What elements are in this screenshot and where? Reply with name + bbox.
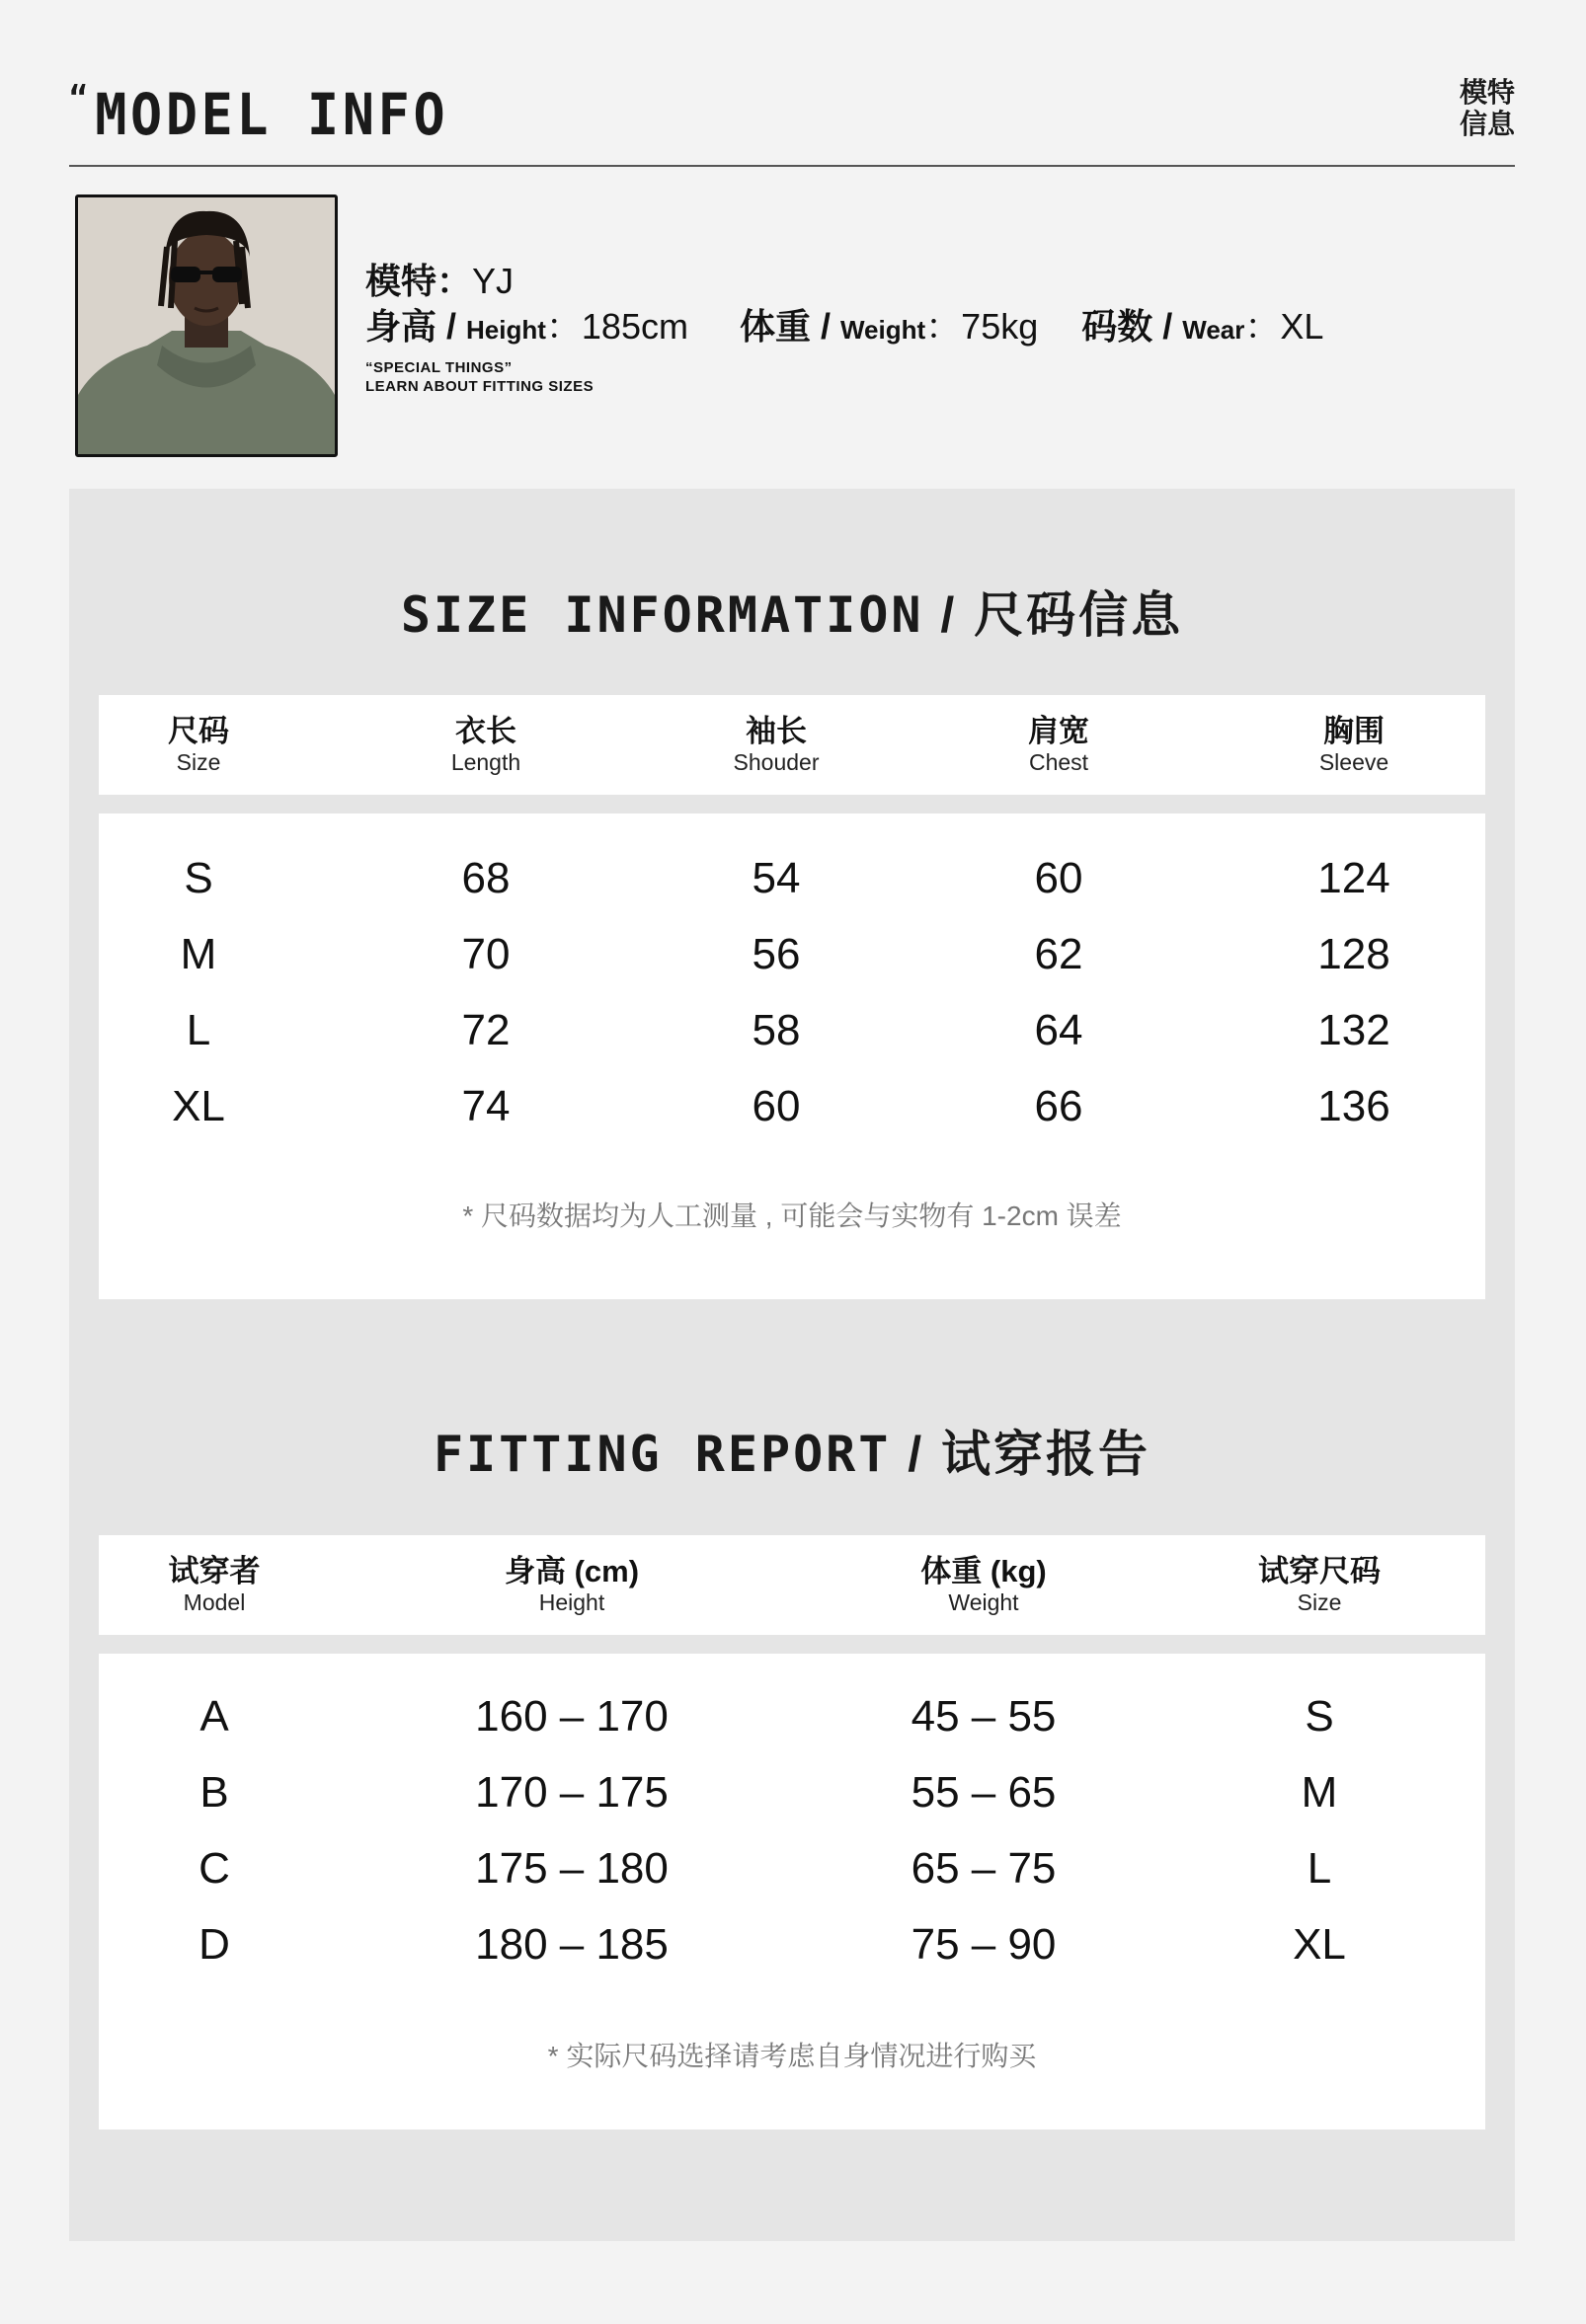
header-divider [69, 165, 1515, 167]
table-row [99, 1678, 1485, 1754]
fitting-header-height-en: Height [538, 1588, 605, 1615]
model-name-line [365, 254, 1323, 299]
size-panel [69, 489, 1515, 2241]
special-things-line1: “SPECIAL THINGS” [365, 359, 513, 376]
size-table-body [99, 813, 1485, 1299]
size-header-length-en: Length [450, 748, 521, 775]
size-header-shoulder [674, 715, 879, 776]
height-value: ：185cm [545, 306, 688, 347]
quote-mark: “ [69, 79, 92, 118]
size-header-shoulder-en: Shouder [733, 748, 820, 775]
shoulder-cell: 58 [752, 1005, 801, 1054]
size-cell: M [180, 929, 217, 978]
size-header-size-en: Size [176, 748, 221, 775]
model-name-label: 模特： [365, 261, 473, 301]
size-info-title-en: SIZE INFORMATION [400, 586, 924, 644]
length-cell: 70 [461, 929, 511, 978]
length-cell: 72 [461, 1005, 511, 1054]
weight-cell: 65 – 75 [911, 1843, 1057, 1893]
size-info-title-sep: / [923, 587, 975, 643]
height-cell: 175 – 180 [475, 1843, 669, 1893]
fitting-header-model-cn: 试穿者 [168, 1553, 261, 1588]
fitting-header-weight-cn: 体重 (kg) [920, 1553, 1047, 1588]
weight-label-en: Weight [839, 315, 926, 345]
sleeve-cell: 124 [1317, 853, 1390, 902]
size-cell: S [184, 853, 213, 902]
size-header-shoulder-cn: 袖长 [746, 713, 807, 748]
size-cell: S [1305, 1691, 1334, 1741]
table-row [99, 992, 1485, 1068]
sleeve-cell: 132 [1317, 1005, 1390, 1054]
weight-cell: 55 – 65 [911, 1767, 1057, 1817]
size-cell: XL [1293, 1919, 1346, 1969]
size-header-size-cn: 尺码 [168, 713, 229, 748]
model-name-value: YJ [472, 261, 515, 301]
size-cell: XL [172, 1081, 225, 1130]
size-header-size [99, 715, 298, 776]
special-things-line2: LEARN ABOUT FITTING SIZES [365, 378, 595, 395]
height-cell: 180 – 185 [475, 1919, 669, 1969]
fitting-report-title-en: FITTING REPORT [433, 1426, 892, 1483]
height-label-en: Height [466, 315, 546, 345]
table-row [99, 1068, 1485, 1144]
model-cell: A [199, 1691, 229, 1741]
wear-label-en: Wear [1182, 315, 1245, 345]
weight-cell: 75 – 90 [911, 1919, 1057, 1969]
model-cell: C [198, 1843, 230, 1893]
table-row [99, 1830, 1485, 1906]
fitting-header-model-en: Model [183, 1588, 246, 1615]
shoulder-cell: 54 [752, 853, 801, 902]
size-header-sleeve-cn: 胸围 [1323, 713, 1385, 748]
fitting-table-header [99, 1535, 1485, 1635]
fitting-header-size [1153, 1555, 1485, 1616]
model-cell: B [199, 1767, 229, 1817]
model-photo [75, 194, 338, 457]
fitting-header-height-cn: 身高 (cm) [504, 1553, 640, 1588]
wear-label-cn: 码数 / [1081, 306, 1183, 347]
size-header-length [298, 715, 674, 776]
fitting-note: * 实际尺码选择请考虑自身情况进行购买 [547, 2041, 1037, 2071]
fitting-table-body [99, 1654, 1485, 2130]
fitting-header-height [330, 1555, 814, 1616]
shoulder-cell: 60 [752, 1081, 801, 1130]
fitting-header-model [99, 1555, 330, 1616]
size-cell: M [1301, 1767, 1338, 1817]
model-measurements-line [365, 299, 1323, 347]
table-row [99, 1906, 1485, 1982]
fitting-report-title-cn: 试穿报告 [941, 1427, 1151, 1482]
page-title-text: MODEL INFO [95, 81, 449, 148]
fitting-header-size-en: Size [1297, 1588, 1342, 1615]
size-header-chest [879, 715, 1238, 776]
shoulder-cell: 56 [752, 929, 801, 978]
header-cn-line1: 模特 [1459, 77, 1515, 108]
size-header-sleeve-en: Sleeve [1318, 748, 1389, 775]
height-label-cn: 身高 / [365, 306, 467, 347]
model-cell: D [198, 1919, 230, 1969]
header-cn-line2: 信息 [1459, 109, 1515, 139]
weight-value: ：75kg [925, 306, 1039, 347]
size-table-header [99, 695, 1485, 795]
height-cell: 170 – 175 [475, 1767, 669, 1817]
size-header-chest-cn: 肩宽 [1028, 713, 1089, 748]
weight-label-cn: 体重 / [739, 306, 840, 347]
length-cell: 68 [461, 853, 511, 902]
fitting-report-title [69, 1415, 1515, 1486]
header-cn-label [1452, 77, 1515, 140]
chest-cell: 64 [1034, 1005, 1083, 1054]
size-info-title-cn: 尺码信息 [974, 587, 1184, 643]
fitting-header-weight-en: Weight [948, 1588, 1019, 1615]
length-cell: 74 [461, 1081, 511, 1130]
height-cell: 160 – 170 [475, 1691, 669, 1741]
fitting-header-size-cn: 试穿尺码 [1258, 1553, 1381, 1588]
table-row [99, 1754, 1485, 1830]
size-cell: L [1307, 1843, 1332, 1893]
model-info [365, 254, 1323, 396]
fitting-report-title-sep: / [891, 1427, 942, 1482]
size-header-length-cn: 衣长 [455, 713, 516, 748]
page-title [69, 81, 448, 148]
special-things-note [365, 358, 1323, 396]
size-info-title [69, 576, 1515, 647]
sleeve-cell: 136 [1317, 1081, 1390, 1130]
chest-cell: 62 [1034, 929, 1083, 978]
sleeve-cell: 128 [1317, 929, 1390, 978]
size-header-chest-en: Chest [1028, 748, 1089, 775]
wear-value: ：XL [1244, 306, 1324, 347]
chest-cell: 66 [1034, 1081, 1083, 1130]
weight-cell: 45 – 55 [911, 1691, 1057, 1741]
size-cell: L [186, 1005, 211, 1054]
size-note: * 尺码数据均为人工测量 , 可能会与实物有 1-2cm 误差 [462, 1201, 1122, 1231]
model-portrait-image [78, 197, 335, 454]
table-row [99, 840, 1485, 916]
size-header-sleeve [1238, 715, 1469, 776]
chest-cell: 60 [1034, 853, 1083, 902]
table-row [99, 916, 1485, 992]
fitting-header-weight [814, 1555, 1153, 1616]
